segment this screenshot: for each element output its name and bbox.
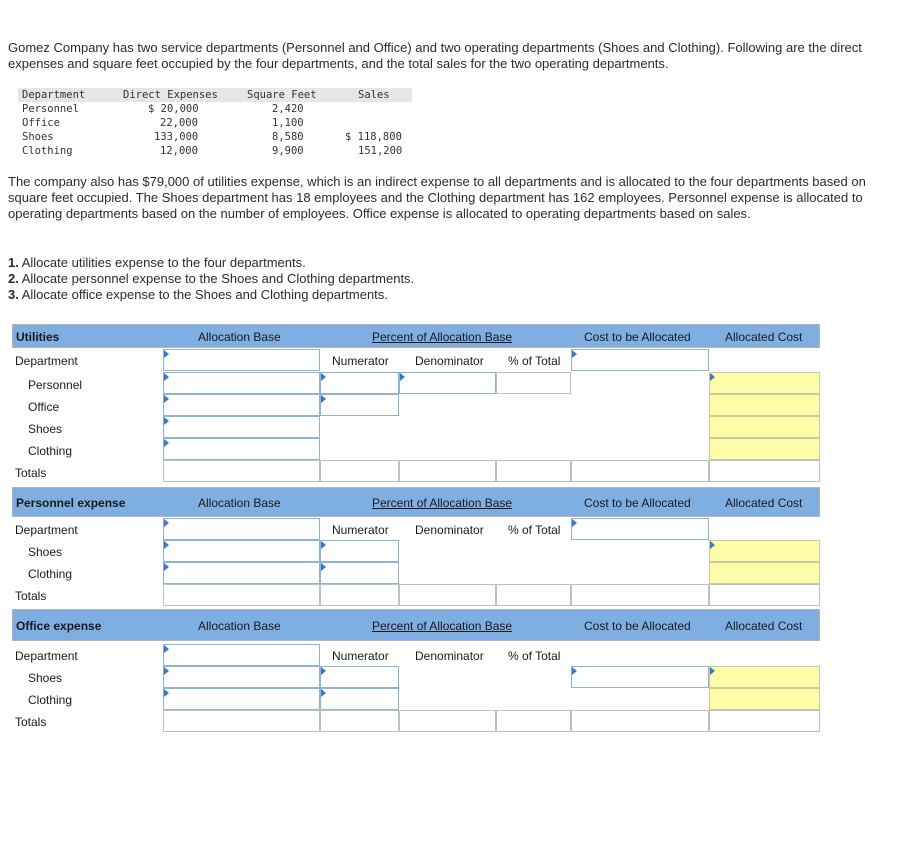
numerator-input[interactable] xyxy=(320,562,399,584)
office-title: Office expense xyxy=(16,619,102,633)
data-cell: Office xyxy=(22,117,60,129)
row-label-office: Office xyxy=(28,400,60,414)
instructions-list xyxy=(8,255,414,303)
totals-numerator xyxy=(320,460,399,482)
row-label-clothing: Clothing xyxy=(28,444,73,458)
allocation-base-input[interactable] xyxy=(163,438,320,460)
pct-total-label: % of Total xyxy=(508,354,561,368)
denominator-label: Denominator xyxy=(415,523,484,537)
data-cell: $ 118,800 xyxy=(345,131,402,143)
row-label-shoes: Shoes xyxy=(28,671,63,685)
allocated-cost-cell xyxy=(709,438,820,460)
allocated-cost-cell xyxy=(709,416,820,438)
numerator-label: Numerator xyxy=(332,354,389,368)
data-cell: 1,100 xyxy=(272,117,304,129)
allocated-cost-header: Allocated Cost xyxy=(725,619,803,633)
step-text: Allocate personnel expense to the Shoes and Clothing departments. xyxy=(18,271,415,286)
allocation-base-input[interactable] xyxy=(163,688,320,710)
data-table-header-square-feet: Square Feet xyxy=(247,89,317,101)
problem-paragraph: The company also has $79,000 of utilities expense, which is an indirect expense to all departments and is allocated to the four departments based on square feet occupied. The Shoes department has 18 employees and the Clothing department has 162 employees. Personnel expense is allocated to operating departments based on the number of employees. Office expense is allocated to operating departments based on sales. xyxy=(8,174,866,221)
allocated-cost-header: Allocated Cost xyxy=(725,330,803,344)
allocated-cost-input[interactable] xyxy=(709,540,820,562)
totals-label: Totals xyxy=(15,715,47,729)
cost-to-allocate-header: Cost to be Allocated xyxy=(584,619,691,633)
totals-cost xyxy=(571,710,709,732)
step-number: 1. xyxy=(8,255,19,270)
data-cell: 9,900 xyxy=(272,145,304,157)
data-cell: 133,000 xyxy=(154,131,199,143)
row-label-shoes: Shoes xyxy=(28,545,63,559)
allocated-cost-input[interactable] xyxy=(709,666,820,688)
utilities-title: Utilities xyxy=(16,330,60,344)
allocation-base-input[interactable] xyxy=(163,562,320,584)
totals-label: Totals xyxy=(15,589,47,603)
denominator-input[interactable] xyxy=(399,372,496,394)
office-header xyxy=(12,609,820,641)
data-cell: Clothing xyxy=(22,145,73,157)
intro-text: Gomez Company has two service departments (Personnel and Office) and two operating departments (Shoes and Clothing). Following are the direct expenses and square feet occupied by the four departments, and the total sales for the two operating departments. xyxy=(8,40,862,71)
allocation-base-header: Allocation Base xyxy=(198,496,281,510)
percent-base-header: Percent of Allocation Base xyxy=(372,619,513,633)
cost-to-allocate-header: Cost to be Allocated xyxy=(584,496,691,510)
denominator-label: Denominator xyxy=(415,649,484,663)
data-cell: 22,000 xyxy=(160,117,198,129)
totals-numerator xyxy=(320,584,399,606)
allocation-base-header: Allocation Base xyxy=(198,330,281,344)
totals-numerator xyxy=(320,710,399,732)
totals-allocation-base xyxy=(163,460,320,482)
allocation-base-input[interactable] xyxy=(163,349,320,371)
row-label-clothing: Clothing xyxy=(28,693,73,707)
data-cell: 151,200 xyxy=(358,145,403,157)
numerator-input[interactable] xyxy=(320,666,399,688)
row-label-personnel: Personnel xyxy=(28,378,83,392)
step-1 xyxy=(8,255,414,271)
data-table-header-direct-expenses: Direct Expenses xyxy=(123,89,218,101)
step-number: 3. xyxy=(8,287,19,302)
numerator-input[interactable] xyxy=(320,372,399,394)
office-section xyxy=(12,609,820,733)
totals-allocation-base xyxy=(163,584,320,606)
step-text: Allocate utilities expense to the four departments. xyxy=(18,255,306,270)
allocation-base-input[interactable] xyxy=(163,518,320,540)
data-cell: 12,000 xyxy=(160,145,198,157)
data-table-header-department: Department xyxy=(22,89,86,101)
utilities-section xyxy=(12,324,820,484)
pct-total-label: % of Total xyxy=(508,649,561,663)
department-label: Department xyxy=(15,523,78,537)
allocation-base-input[interactable] xyxy=(163,644,320,666)
numerator-label: Numerator xyxy=(332,649,389,663)
totals-cost xyxy=(571,584,709,606)
step-2 xyxy=(8,271,414,287)
pct-total-label: % of Total xyxy=(508,523,561,537)
personnel-header xyxy=(12,487,820,517)
allocated-cost-cell xyxy=(709,562,820,584)
row-label-clothing: Clothing xyxy=(28,567,73,581)
totals-allocated xyxy=(709,460,820,482)
cost-to-allocate-header: Cost to be Allocated xyxy=(584,330,691,344)
allocated-cost-input[interactable] xyxy=(709,372,820,394)
totals-denominator xyxy=(399,710,496,732)
totals-allocated xyxy=(709,584,820,606)
department-label: Department xyxy=(15,354,78,368)
cost-to-allocate-input[interactable] xyxy=(571,518,709,540)
totals-pct xyxy=(496,584,571,606)
step-number: 2. xyxy=(8,271,19,286)
totals-allocation-base xyxy=(163,710,320,732)
department-label: Department xyxy=(15,649,78,663)
percent-base-header: Percent of Allocation Base xyxy=(372,496,513,510)
totals-pct xyxy=(496,710,571,732)
totals-cost xyxy=(571,460,709,482)
allocated-cost-header: Allocated Cost xyxy=(725,496,803,510)
numerator-input[interactable] xyxy=(320,540,399,562)
cost-to-allocate-input[interactable] xyxy=(571,349,709,371)
totals-denominator xyxy=(399,584,496,606)
totals-label: Totals xyxy=(15,466,47,480)
allocation-base-header: Allocation Base xyxy=(198,619,281,633)
data-table-header-sales: Sales xyxy=(358,89,390,101)
pct-total-cell xyxy=(496,372,571,394)
data-cell: Shoes xyxy=(22,131,54,143)
numerator-input[interactable] xyxy=(320,394,399,416)
data-cell: 2,420 xyxy=(272,103,304,115)
numerator-input[interactable] xyxy=(320,688,399,710)
totals-allocated xyxy=(709,710,820,732)
totals-denominator xyxy=(399,460,496,482)
numerator-label: Numerator xyxy=(332,523,389,537)
row-label-shoes: Shoes xyxy=(28,422,63,436)
totals-pct xyxy=(496,460,571,482)
step-3 xyxy=(8,287,414,303)
data-cell: $ 20,000 xyxy=(148,103,199,115)
allocation-base-input[interactable] xyxy=(163,540,320,562)
percent-base-header: Percent of Allocation Base xyxy=(372,330,513,344)
utilities-header xyxy=(12,324,820,348)
allocated-cost-cell xyxy=(709,688,820,710)
data-cell: Personnel xyxy=(22,103,79,115)
cost-to-allocate-input[interactable] xyxy=(571,666,709,688)
data-cell: 8,580 xyxy=(272,131,304,143)
allocation-base-input[interactable] xyxy=(163,416,320,438)
personnel-title: Personnel expense xyxy=(16,496,126,510)
allocation-base-input[interactable] xyxy=(163,372,320,394)
allocation-base-input[interactable] xyxy=(163,666,320,688)
denominator-label: Denominator xyxy=(415,354,484,368)
personnel-section xyxy=(12,487,820,605)
allocation-base-input[interactable] xyxy=(163,394,320,416)
allocated-cost-cell xyxy=(709,394,820,416)
step-text: Allocate office expense to the Shoes and Clothing departments. xyxy=(18,287,388,302)
